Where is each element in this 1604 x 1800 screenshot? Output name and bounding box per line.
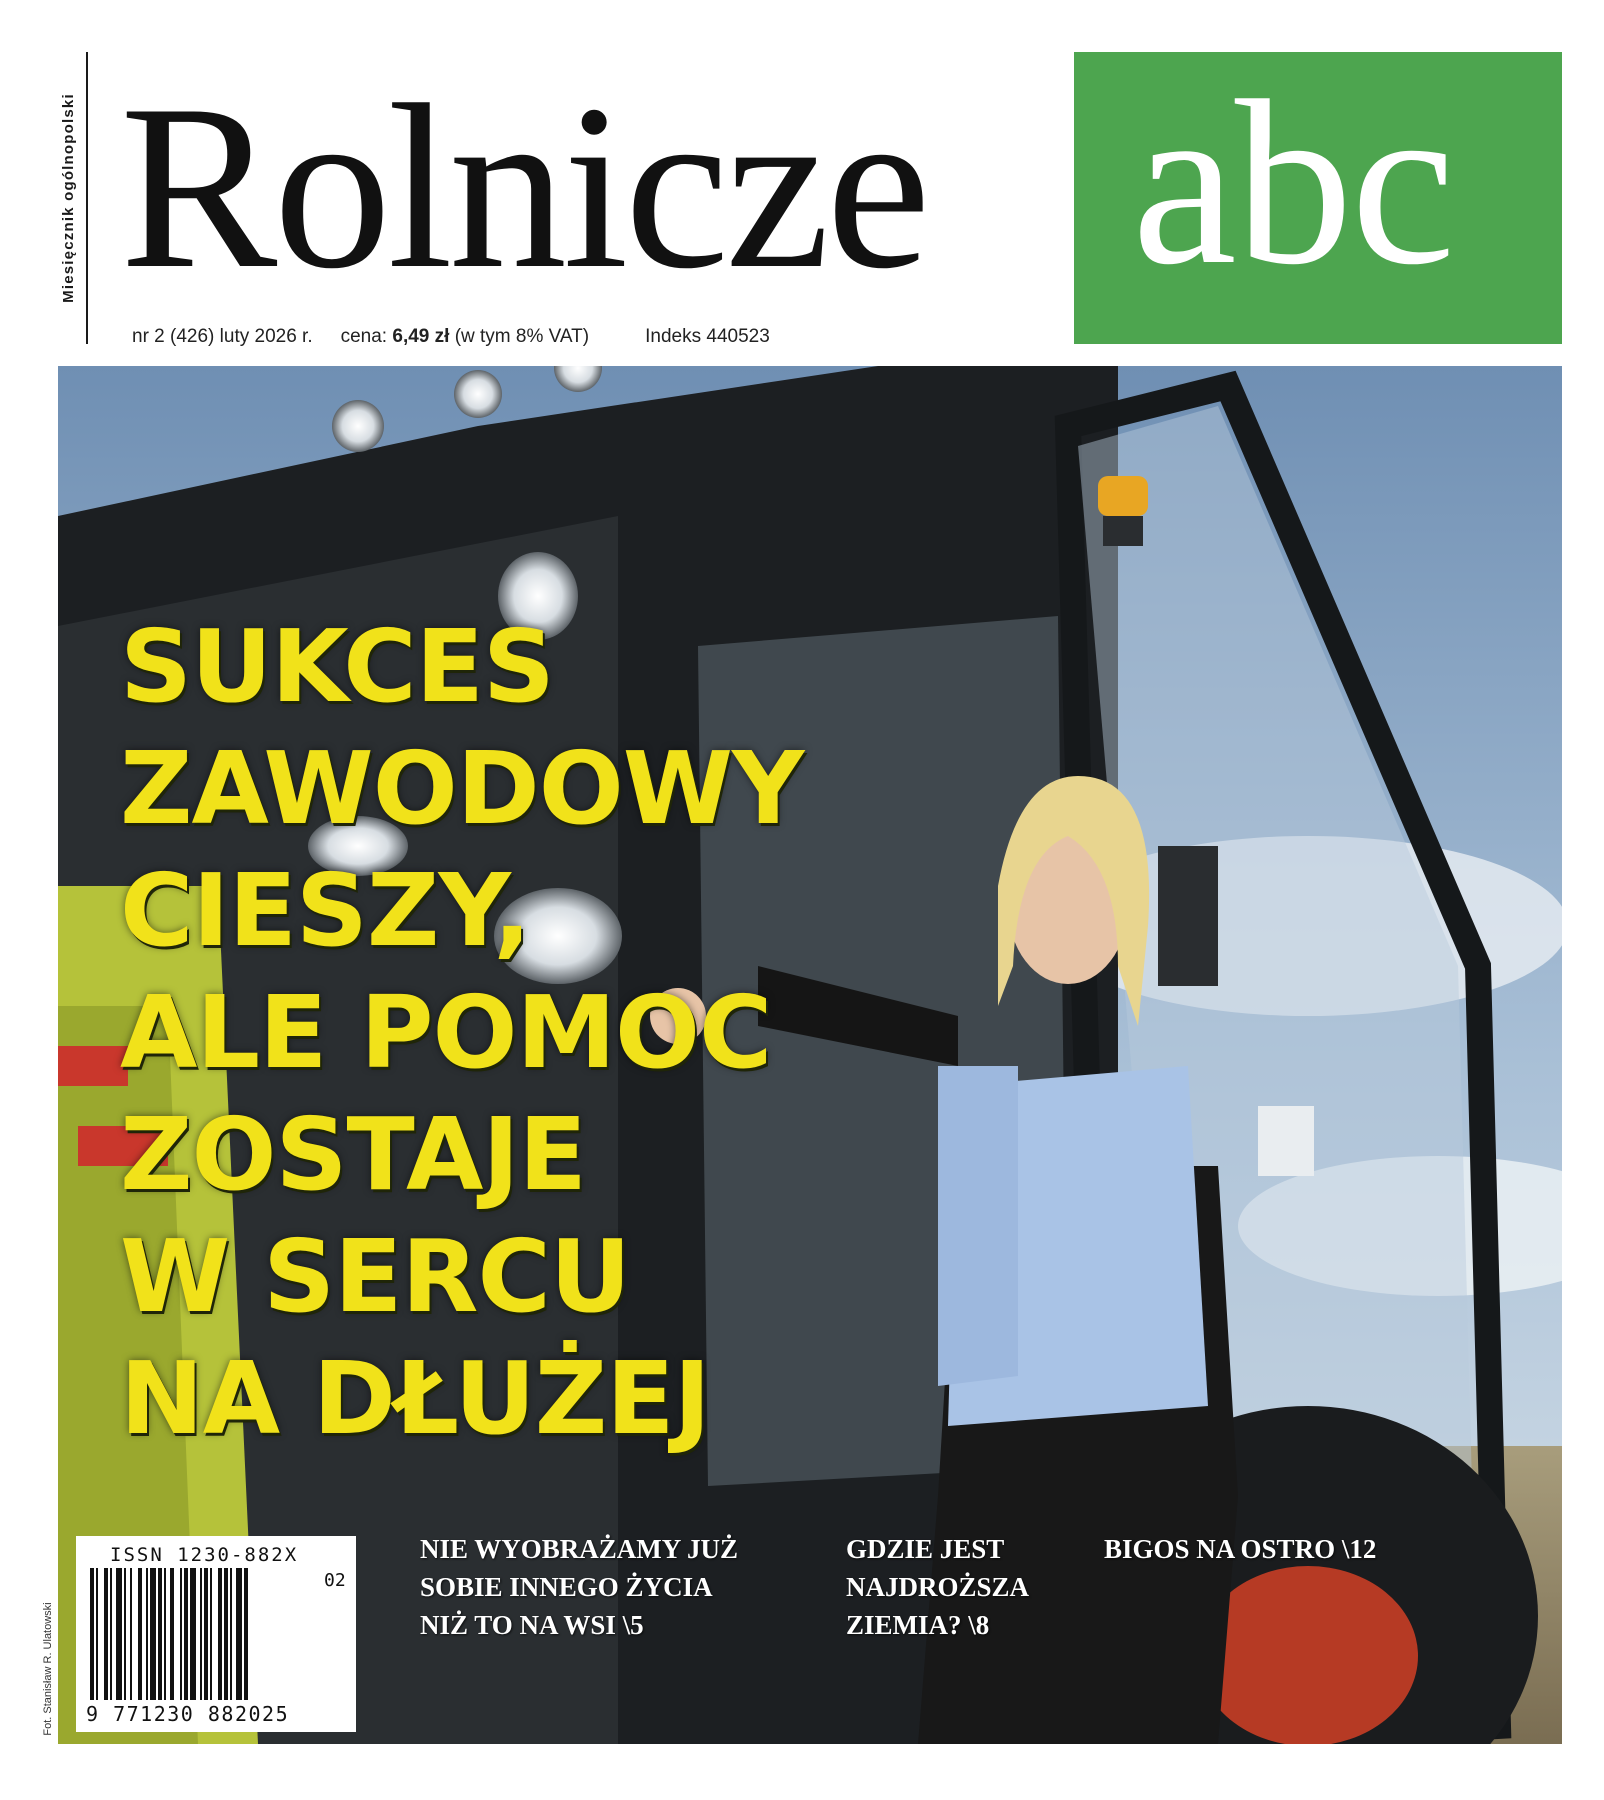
barcode-bar <box>204 1568 208 1700</box>
price-label: cena: <box>340 326 388 347</box>
barcode-bar <box>146 1568 148 1700</box>
teaser-land-prices <box>846 1530 1029 1644</box>
barcode-bar <box>116 1568 122 1700</box>
teaser-line: NIE WYOBRAŻAMY JUŻ <box>420 1534 739 1564</box>
issue-number: nr 2 (426) luty 2026 r. <box>132 326 313 347</box>
barcode-bar <box>90 1568 94 1700</box>
headline-line: NA DŁUŻEJ <box>120 1340 710 1457</box>
barcode-bar <box>210 1568 212 1700</box>
barcode-block <box>76 1536 356 1732</box>
barcode-bar <box>150 1568 156 1700</box>
magazine-title: Rolnicze <box>120 57 927 318</box>
barcode-bar <box>230 1568 232 1700</box>
headline-line: ZOSTAJE <box>120 1096 586 1213</box>
barcode-bar <box>158 1568 162 1700</box>
barcode-bar <box>244 1568 248 1700</box>
barcode-bar <box>200 1568 202 1700</box>
barcode-addon: 02 <box>324 1570 346 1591</box>
index-number: Indeks 440523 <box>645 326 770 347</box>
barcode-bar <box>190 1568 196 1700</box>
barcode-bar <box>224 1568 228 1700</box>
teaser-bigos <box>1104 1530 1376 1568</box>
teaser-line: BIGOS NA OSTRO \12 <box>1104 1534 1377 1564</box>
price-note: (w tym 8% VAT) <box>454 326 590 347</box>
barcode-digits: 9 771230 882025 <box>86 1702 290 1726</box>
barcode-bar <box>138 1568 142 1700</box>
barcode-bar <box>96 1568 98 1700</box>
headline-line: ALE POMOC <box>120 974 772 1091</box>
barcode-bar <box>130 1568 132 1700</box>
headline-line: ZAWODOWY <box>120 730 804 847</box>
barcode-bar <box>104 1568 108 1700</box>
headline-line: SUKCES <box>120 608 554 725</box>
barcode-bar <box>218 1568 222 1700</box>
barcode-bar <box>184 1568 188 1700</box>
teaser-line: NAJDROŻSZA <box>846 1572 1030 1602</box>
headline-line: CIESZY, <box>120 852 531 969</box>
masthead-tagline: Miesięcznik ogólnopolski <box>60 93 77 303</box>
teaser-line: SOBIE INNEGO ŻYCIA <box>420 1572 713 1602</box>
tagline-divider <box>86 52 88 344</box>
barcode-bar <box>170 1568 174 1700</box>
headline-line: W SERCU <box>120 1218 631 1335</box>
barcode-bar <box>164 1568 166 1700</box>
teaser-line: NIŻ TO NA WSI \5 <box>420 1610 644 1640</box>
teaser-line: ZIEMIA? \8 <box>846 1610 990 1640</box>
barcode-bar <box>124 1568 126 1700</box>
barcode-graphic <box>90 1568 318 1700</box>
teaser-line: GDZIE JEST <box>846 1534 1005 1564</box>
issn-label: ISSN 1230-882X <box>110 1544 299 1566</box>
price-value: 6,49 zł <box>392 326 450 347</box>
teaser-village-life <box>420 1530 738 1644</box>
magazine-title-abc: abc <box>1132 53 1454 314</box>
cover-headline <box>120 606 820 1460</box>
barcode-bar <box>180 1568 182 1700</box>
photo-credit: Fot. Stanisław R. Ulatowski <box>42 1602 54 1736</box>
magazine-title-abc-box <box>1074 52 1562 344</box>
barcode-bar <box>236 1568 242 1700</box>
barcode-bar <box>110 1568 112 1700</box>
issue-info <box>132 326 770 348</box>
